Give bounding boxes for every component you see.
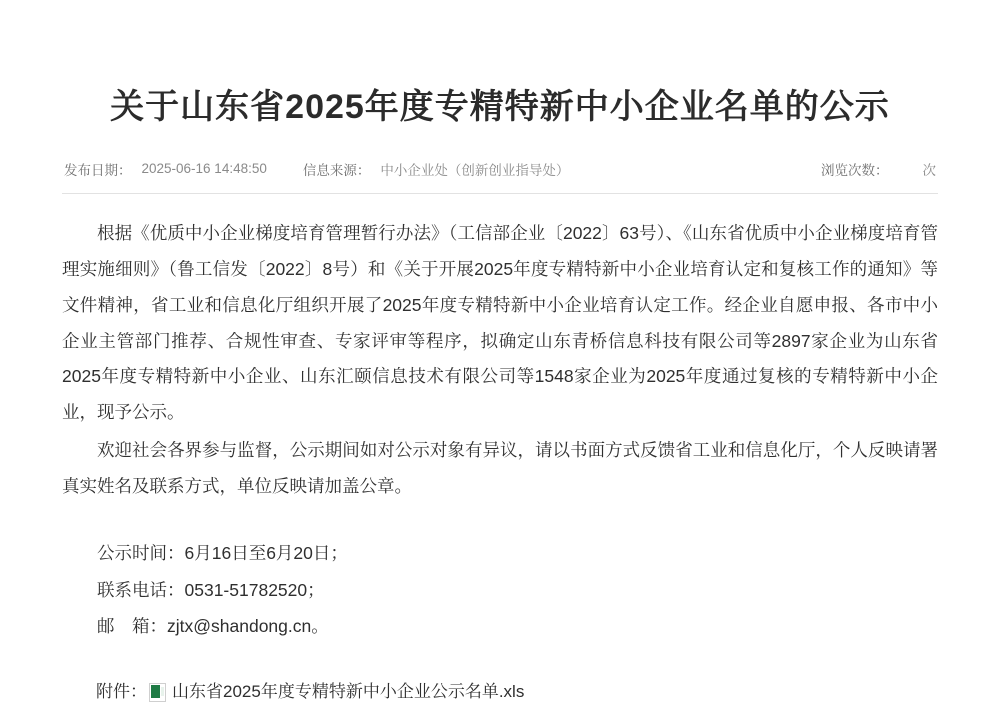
source-group: [303, 159, 570, 179]
publicity-period-line: [62, 535, 938, 572]
contact-email-value: zjtx@shandong.cn。: [167, 616, 329, 637]
body-paragraph-2: 欢迎社会各界参与监督，公示期间如对公示对象有异议，请以书面方式反馈省工业和信息化厅，个人反映请署真实姓名及联系方式，单位反映请加盖公章。: [62, 440, 938, 497]
views-label: 浏览次数：: [821, 162, 889, 178]
views-group: [821, 159, 936, 179]
contact-email-line: [62, 608, 938, 645]
xls-file-icon: [149, 683, 166, 702]
publicity-period-value: 6月16日至6月20日；: [184, 542, 348, 563]
contact-phone-label: 联系电话：: [97, 579, 185, 600]
contact-phone-line: [62, 572, 938, 609]
contact-phone-value: 0531-51782520；: [184, 579, 325, 600]
publish-date-group: [64, 159, 267, 179]
body-paragraph-1: 根据《优质中小企业梯度培育管理暂行办法》（工信部企业〔2022〕63号）、《山东省优质中小企业梯度培育管理实施细则》（鲁工信发〔2022〕8号）和《关于开展2025年度专精特新中小企业培育认定和复核工作的通知》等文件精神，省工业和信息化厅组织开展了2025年度专精特新中小企业培育认定工作。经企业自愿申报、各市中小企业主管部门推荐、合规性审查、专家评审等程序，拟确定山东青桥信息科技有限公司等2897家企业为山东省2025年度专精特新中小企业、山东汇颐信息技术有限公司等1548家企业为2025年度通过复核的专精特新中小企业，现予公示。: [62, 222, 938, 423]
publicity-period-label: 公示时间：: [97, 542, 185, 563]
document-meta-bar: [60, 159, 940, 193]
source-label: 信息来源：: [302, 162, 371, 178]
attachment-row[interactable]: [62, 675, 938, 710]
document-body: [60, 194, 940, 710]
publish-date-value: 2025-06-16 14:48:50: [141, 161, 267, 177]
contact-email-label: 邮 箱：: [97, 616, 167, 637]
page-title: 关于山东省2025年度专精特新中小企业名单的公示: [110, 87, 890, 126]
attachment-label: 附件：: [96, 682, 147, 702]
attachment-filename[interactable]: 山东省2025年度专精特新中小企业公示名单.xls: [172, 682, 525, 702]
publish-date-label: 发布日期：: [64, 162, 132, 178]
views-value: 次: [922, 162, 936, 178]
contact-info-block: [62, 535, 938, 645]
source-value: 中小企业处（创新创业指导处）: [380, 162, 570, 178]
document-page: [0, 23, 1000, 717]
